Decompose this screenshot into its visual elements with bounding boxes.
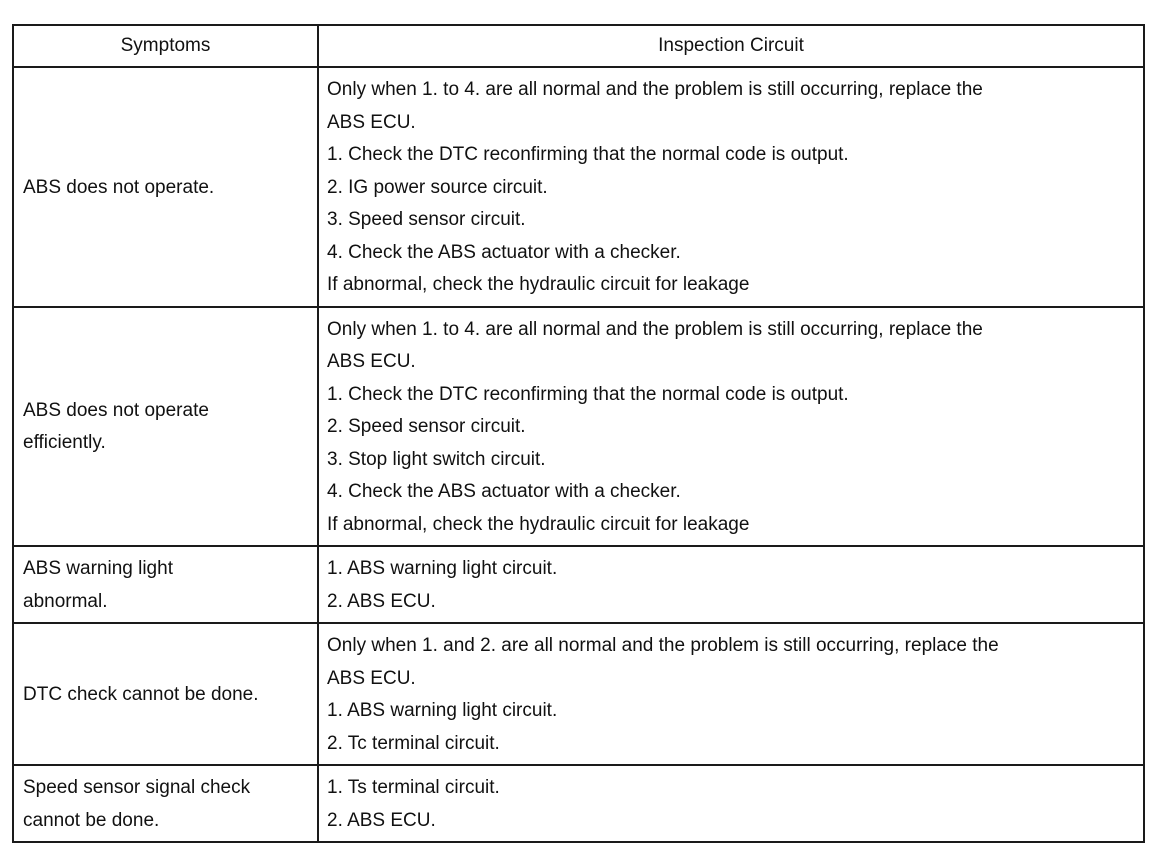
table-row xyxy=(13,67,1144,307)
symptom-text: ABS does not operate. xyxy=(23,176,215,198)
symptom-text: ABS does not operate xyxy=(23,399,209,421)
table-row xyxy=(13,307,1144,547)
table-row xyxy=(13,765,1144,842)
inspection-line: 1. ABS warning light circuit. xyxy=(327,700,558,721)
symptom-text: DTC check cannot be done. xyxy=(23,683,259,705)
symptom-text: Speed sensor signal check xyxy=(23,777,251,798)
inspection-cell xyxy=(318,546,1144,623)
inspection-line: 3. Stop light switch circuit. xyxy=(327,448,546,470)
inspection-line: If abnormal, check the hydraulic circuit for leakage xyxy=(327,274,750,295)
inspection-cell xyxy=(318,765,1144,842)
inspection-line: 1. Check the DTC reconfirming that the normal code is output. xyxy=(327,383,849,405)
inspection-line: 1. Check the DTC reconfirming that the normal code is output. xyxy=(327,144,849,165)
inspection-cell xyxy=(318,307,1144,547)
symptom-cell xyxy=(13,765,318,842)
inspection-line: If abnormal, check the hydraulic circuit for leakage xyxy=(327,513,750,535)
symptom-cell xyxy=(13,623,318,765)
troubleshooting-table xyxy=(12,24,1145,843)
symptom-text: efficiently. xyxy=(23,432,106,454)
inspection-line: 1. Ts terminal circuit. xyxy=(327,777,500,798)
inspection-line: 2. IG power source circuit. xyxy=(327,176,548,198)
inspection-line: 4. Check the ABS actuator with a checker. xyxy=(327,241,681,263)
inspection-line: Only when 1. to 4. are all normal and the problem is still occurring, replace the xyxy=(327,318,983,340)
inspection-line: ABS ECU. xyxy=(327,111,416,133)
symptom-cell xyxy=(13,67,318,307)
inspection-line: 2. Tc terminal circuit. xyxy=(327,732,500,754)
inspection-cell xyxy=(318,67,1144,307)
inspection-line: Only when 1. and 2. are all normal and the problem is still occurring, replace the xyxy=(327,635,999,656)
inspection-line: 1. ABS warning light circuit. xyxy=(327,558,558,579)
symptom-text: ABS warning light xyxy=(23,558,173,579)
table-row xyxy=(13,623,1144,765)
inspection-line: 4. Check the ABS actuator with a checker. xyxy=(327,481,681,502)
inspection-line: 2. Speed sensor circuit. xyxy=(327,416,526,437)
inspection-line: Only when 1. to 4. are all normal and the problem is still occurring, replace the xyxy=(327,79,983,100)
table-row xyxy=(13,546,1144,623)
inspection-line: ABS ECU. xyxy=(327,667,416,689)
inspection-line: ABS ECU. xyxy=(327,351,416,372)
header-inspection-circuit: Inspection Circuit xyxy=(318,25,1144,67)
symptom-text: cannot be done. xyxy=(23,809,160,831)
inspection-line: 3. Speed sensor circuit. xyxy=(327,209,526,230)
symptom-cell xyxy=(13,307,318,547)
symptom-text: abnormal. xyxy=(23,590,108,612)
symptom-cell xyxy=(13,546,318,623)
inspection-line: 2. ABS ECU. xyxy=(327,809,436,831)
inspection-line: 2. ABS ECU. xyxy=(327,590,436,612)
header-symptoms: Symptoms xyxy=(13,25,318,67)
inspection-cell xyxy=(318,623,1144,765)
header-row xyxy=(13,25,1144,67)
